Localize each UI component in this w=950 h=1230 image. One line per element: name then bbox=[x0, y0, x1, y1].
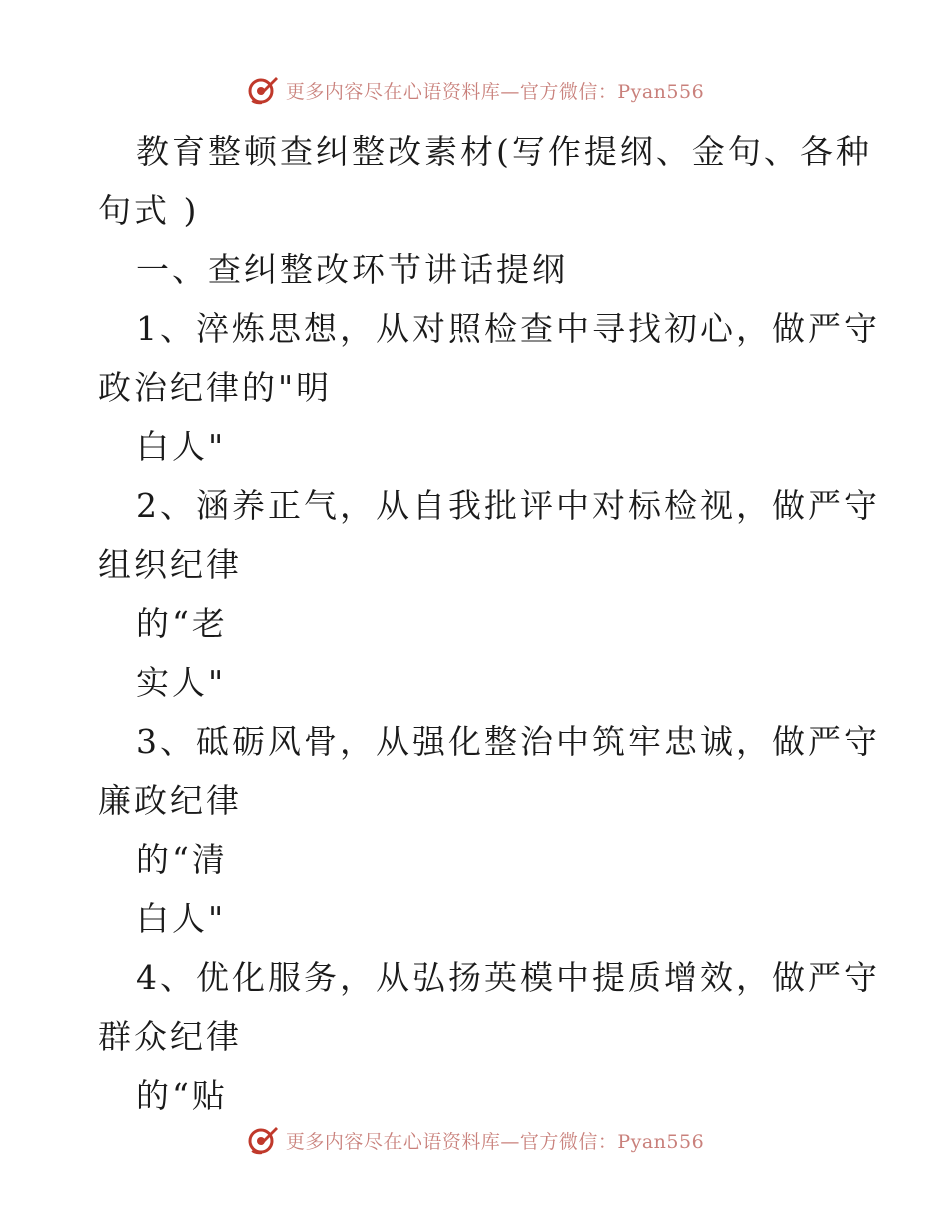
text-line: 组织纪律 bbox=[98, 545, 242, 584]
text-line: 2、涵养正气，从自我批评中对标检视，做严守 bbox=[136, 486, 880, 525]
text-line: 白人" bbox=[136, 899, 227, 938]
pen-logo-icon bbox=[246, 73, 280, 107]
text-line: 廉政纪律 bbox=[98, 781, 242, 820]
text-line: 4、优化服务，从弘扬英模中提质增效，做严守 bbox=[136, 958, 880, 997]
text-line: 的“贴 bbox=[136, 1076, 228, 1115]
text-line: 句式 ) bbox=[98, 191, 200, 230]
text-line: 一、查纠整改环节讲话提纲 bbox=[136, 250, 568, 289]
header-watermark bbox=[0, 70, 950, 110]
text-line: 白人" bbox=[136, 427, 227, 466]
text-line: 1、淬炼思想，从对照检查中寻找初心，做严守 bbox=[136, 309, 880, 348]
footer-watermark bbox=[0, 1120, 950, 1160]
text-line: 的“清 bbox=[136, 840, 228, 879]
watermark-text: 更多内容尽在心语资料库—官方微信：Pyan556 bbox=[285, 1130, 705, 1153]
text-line: 教育整顿查纠整改素材(写作提纲、金句、各种 bbox=[136, 132, 872, 171]
document-body bbox=[98, 122, 880, 1125]
watermark-text: 更多内容尽在心语资料库—官方微信：Pyan556 bbox=[285, 80, 705, 103]
text-line: 的“老 bbox=[136, 604, 228, 643]
text-line: 实人" bbox=[136, 663, 227, 702]
text-line: 群众纪律 bbox=[98, 1017, 242, 1056]
pen-logo-icon bbox=[246, 1123, 280, 1157]
text-line: 政治纪律的"明 bbox=[98, 368, 333, 407]
text-line: 3、砥砺风骨，从强化整治中筑牢忠诚，做严守 bbox=[136, 722, 880, 761]
